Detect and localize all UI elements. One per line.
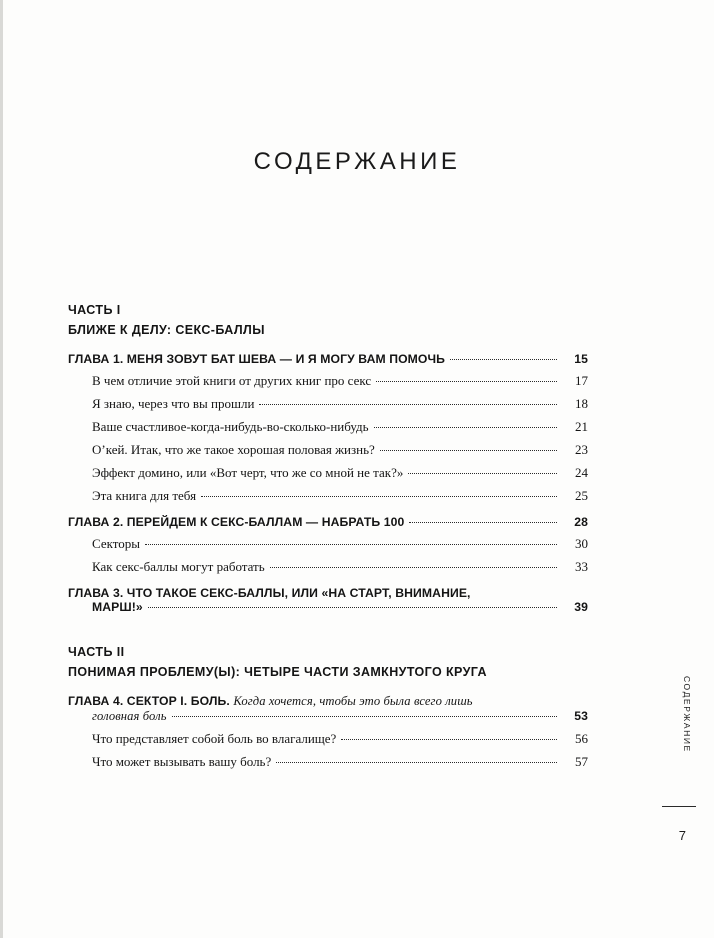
dot-leader [376, 380, 557, 382]
toc-subentry[interactable] [92, 754, 588, 770]
running-head: СОДЕРЖАНИЕ [682, 676, 692, 753]
toc-subentry[interactable] [92, 373, 588, 389]
dot-leader [148, 606, 557, 608]
folio-rule [662, 806, 696, 807]
toc-chapter-entry[interactable] [68, 352, 588, 366]
dot-leader [341, 738, 557, 740]
subentry-page-number: 57 [575, 754, 588, 769]
toc-subentry[interactable] [92, 419, 588, 435]
toc-subentry[interactable] [92, 488, 588, 504]
chapter-page-number: 53 [574, 709, 588, 723]
subentry-page-number: 30 [575, 535, 588, 551]
subentry-label: Эта книга для тебя [92, 487, 197, 503]
toc-chapter-entry[interactable] [68, 694, 588, 724]
subentry-label: Что представляет собой боль во влагалище? [92, 731, 337, 746]
toc-subentry[interactable] [92, 396, 588, 412]
page-title: СОДЕРЖАНИЕ [253, 148, 461, 175]
dot-leader [450, 358, 557, 360]
toc-chapter-entry[interactable] [68, 586, 588, 614]
toc-chapter-entry[interactable] [68, 515, 588, 529]
page-edge-shadow [0, 0, 3, 938]
chapter-page-number: 39 [574, 599, 588, 614]
chapter-title: ГЛАВА 2. ПЕРЕЙДЕМ К СЕКС-БАЛЛАМ — НАБРАТЬ 100 [68, 514, 405, 529]
subentry-label: Я знаю, через что вы прошли [92, 395, 255, 411]
subentry-page-number: 17 [575, 372, 588, 388]
dot-leader [145, 543, 557, 545]
page-number: 7 [678, 828, 686, 843]
subentry-page-number: 18 [575, 395, 588, 411]
subentry-label: Секторы [92, 535, 140, 551]
chapter-title-italic-part: Когда хочется, чтобы это была всего лишь [233, 694, 473, 708]
part-heading-2 [68, 642, 588, 683]
chapter-title: ГЛАВА 1. МЕНЯ ЗОВУТ БАТ ШЕВА — И Я МОГУ ВАМ ПОМОЧЬ [68, 351, 445, 366]
subentry-page-number: 56 [575, 731, 588, 746]
subentry-page-number: 25 [575, 487, 588, 503]
dot-leader [172, 715, 557, 717]
part-heading-1 [68, 300, 588, 341]
subentry-page-number: 23 [575, 441, 588, 457]
subentry-label: В чем отличие этой книги от других книг про секс [92, 372, 372, 388]
toc-subentry[interactable] [92, 731, 588, 747]
toc-subentry[interactable] [92, 465, 588, 481]
toc-subentry[interactable] [92, 559, 588, 575]
subentry-label: Эффект домино, или «Вот черт, что же со мной не так?» [92, 464, 404, 480]
chapter-title-line-1: ГЛАВА 3. ЧТО ТАКОЕ СЕКС-БАЛЛЫ, ИЛИ «НА СТАРТ, ВНИМАНИЕ, [68, 585, 471, 600]
chapter-page-number: 28 [574, 514, 588, 529]
chapter-title-bold-part: ГЛАВА 4. СЕКТОР I. БОЛЬ. [68, 694, 230, 708]
dot-leader [259, 403, 557, 405]
chapter-page-number: 15 [574, 351, 588, 366]
dot-leader [270, 566, 557, 568]
part-title: БЛИЖЕ К ДЕЛУ: СЕКС-БАЛЛЫ [68, 323, 265, 338]
dot-leader [409, 521, 557, 523]
part-label: ЧАСТЬ I [68, 303, 121, 317]
dot-leader [374, 426, 557, 428]
dot-leader [276, 761, 557, 763]
dot-leader [201, 495, 557, 497]
subentry-page-number: 21 [575, 418, 588, 434]
chapter-title-line-2: МАРШ!» [92, 599, 143, 614]
subentry-label: Ваше счастливое-когда-нибудь-во-сколько-нибудь [92, 418, 369, 434]
subentry-label: Что может вызывать вашу боль? [92, 754, 272, 769]
table-of-contents [68, 300, 588, 770]
part-label: ЧАСТЬ II [68, 644, 125, 659]
subentry-page-number: 24 [575, 464, 588, 480]
subentry-label: О’кей. Итак, что же такое хорошая половая жизнь? [92, 441, 375, 457]
dot-leader [408, 472, 557, 474]
dot-leader [380, 449, 557, 451]
toc-subentry[interactable] [92, 536, 588, 552]
part-title: ПОНИМАЯ ПРОБЛЕМУ(Ы): ЧЕТЫРЕ ЧАСТИ ЗАМКНУТОГО КРУГА [68, 664, 487, 679]
chapter-title-line-2: головная боль [92, 709, 167, 723]
subentry-label: Как секс-баллы могут работать [92, 558, 265, 574]
toc-subentry[interactable] [92, 442, 588, 458]
subentry-page-number: 33 [575, 558, 588, 574]
